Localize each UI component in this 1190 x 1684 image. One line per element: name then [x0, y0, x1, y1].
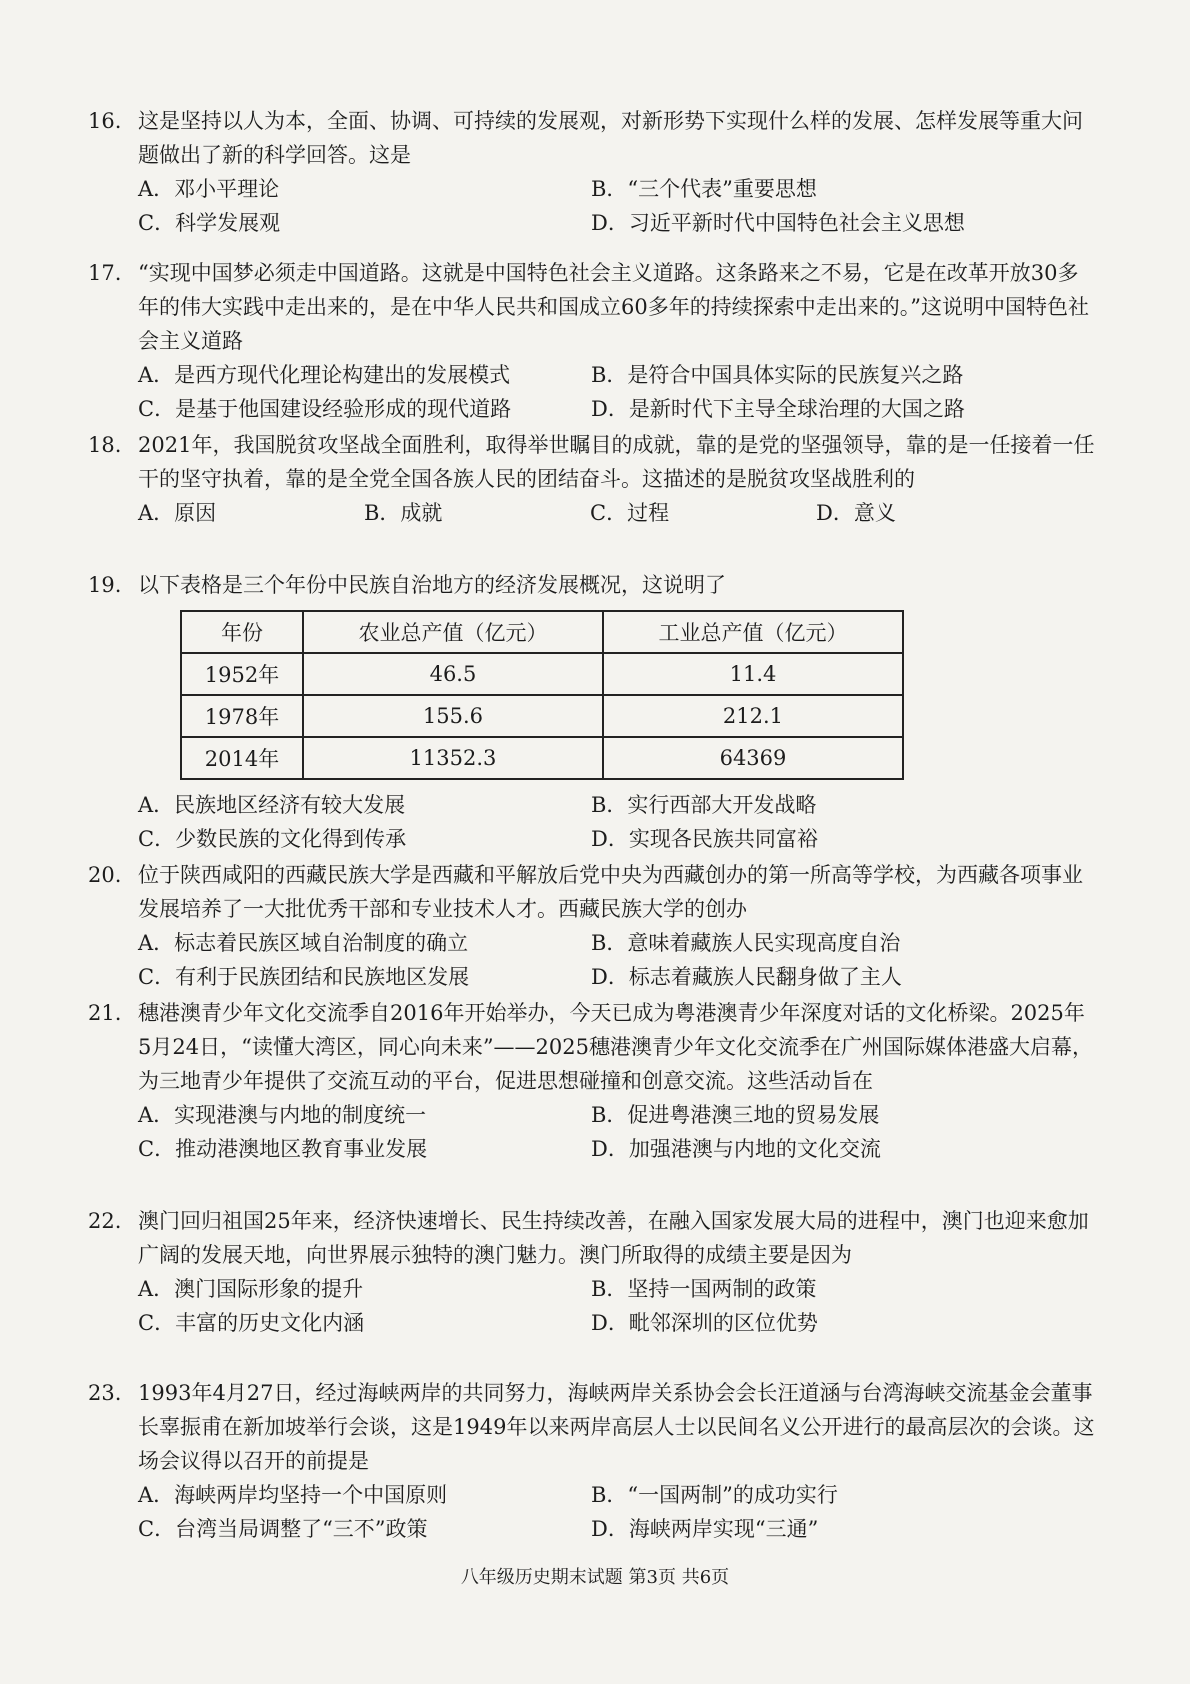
question-stem: 2021年，我国脱贫攻坚战全面胜利，取得举世瞩目的成就，靠的是党的坚强领导，靠的是一任接着一任干的坚守执着，靠的是全党全国各族人民的团结奋斗。这描述的是脱贫攻坚战胜利的 — [138, 433, 1095, 491]
question-stem: 这是坚持以人为本，全面、协调、可持续的发展观，对新形势下实现什么样的发展、怎样发展等重大问题做出了新的科学回答。这是 — [138, 109, 1083, 167]
option-a: A．民族地区经济有较大发展 — [138, 793, 406, 817]
question-20 — [88, 858, 1098, 994]
question-17 — [88, 256, 1098, 426]
question-number: 21. — [88, 1001, 122, 1025]
table-cell: 1952年 — [181, 653, 303, 695]
option-c: C．推动港澳地区教育事业发展 — [138, 1137, 428, 1161]
option-b: B．意味着藏族人民实现高度自治 — [591, 931, 901, 955]
option-a: A．海峡两岸均坚持一个中国原则 — [138, 1483, 448, 1507]
table-cell: 212.1 — [603, 695, 903, 737]
option-c: C．丰富的历史文化内涵 — [138, 1311, 365, 1335]
option-d: D．意义 — [816, 501, 896, 525]
question-number: 22. — [88, 1209, 122, 1233]
question-number: 19. — [88, 573, 122, 597]
question-16 — [88, 104, 1098, 240]
table-cell: 46.5 — [303, 653, 603, 695]
option-b: B．坚持一国两制的政策 — [591, 1277, 817, 1301]
option-d: D．实现各民族共同富裕 — [591, 827, 818, 851]
question-number: 23. — [88, 1381, 122, 1405]
table-header: 农业总产值（亿元） — [303, 611, 603, 653]
question-number: 18. — [88, 433, 122, 457]
table-row — [181, 653, 903, 695]
page-footer: 八年级历史期末试题 第3页 共6页 — [460, 1567, 730, 1588]
option-c: C．过程 — [590, 501, 670, 525]
table-cell: 1978年 — [181, 695, 303, 737]
option-d: D．习近平新时代中国特色社会主义思想 — [591, 211, 965, 235]
option-a: A．邓小平理论 — [138, 177, 280, 201]
question-stem: 穗港澳青少年文化交流季自2016年开始举办，今天已成为粤港澳青少年深度对话的文化桥梁。2025年5月24日，“读懂大湾区，同心向未来”——2025穗港澳青少年文化交流季在广州国际媒体港盛大启幕，为三地青少年提供了交流互动的平台，促进思想碰撞和创意交流。这些活动旨在 — [138, 1001, 1093, 1093]
question-22 — [88, 1204, 1098, 1340]
table-row — [181, 695, 903, 737]
table-row — [181, 737, 903, 779]
economy-table — [180, 610, 904, 780]
question-stem: 位于陕西咸阳的西藏民族大学是西藏和平解放后党中央为西藏创办的第一所高等学校，为西藏各项事业发展培养了一大批优秀干部和专业技术人才。西藏民族大学的创办 — [138, 863, 1083, 921]
table-header-row — [181, 611, 903, 653]
option-a: A．标志着民族区域自治制度的确立 — [138, 931, 469, 955]
option-c: C．有利于民族团结和民族地区发展 — [138, 965, 470, 989]
table-cell: 64369 — [603, 737, 903, 779]
option-b: B．“一国两制”的成功实行 — [591, 1483, 838, 1507]
question-21 — [88, 996, 1098, 1166]
option-d: D．标志着藏族人民翻身做了主人 — [591, 965, 902, 989]
option-b: B．实行西部大开发战略 — [591, 793, 817, 817]
question-23 — [88, 1376, 1098, 1546]
option-b: B．“三个代表”重要思想 — [591, 177, 817, 201]
question-stem: 以下表格是三个年份中民族自治地方的经济发展概况，这说明了 — [138, 573, 726, 597]
option-c: C．台湾当局调整了“三不”政策 — [138, 1517, 428, 1541]
option-d: D．毗邻深圳的区位优势 — [591, 1311, 818, 1335]
question-18 — [88, 428, 1098, 530]
option-b: B．成就 — [364, 501, 443, 525]
question-stem: 1993年4月27日，经过海峡两岸的共同努力，海峡两岸关系协会会长汪道涵与台湾海峡交流基金会董事长辜振甫在新加坡举行会谈，这是1949年以来两岸高层人士以民间名义公开进行的最高层次的会谈。这场会议得以召开的前提是 — [138, 1381, 1095, 1473]
option-c: C．是基于他国建设经验形成的现代道路 — [138, 397, 512, 421]
question-number: 20. — [88, 863, 122, 887]
table-header: 年份 — [181, 611, 303, 653]
question-number: 17. — [88, 261, 122, 285]
table-cell: 155.6 — [303, 695, 603, 737]
option-d: D．加强港澳与内地的文化交流 — [591, 1137, 881, 1161]
option-a: A．是西方现代化理论构建出的发展模式 — [138, 363, 511, 387]
option-c: C．少数民族的文化得到传承 — [138, 827, 407, 851]
table-cell: 11.4 — [603, 653, 903, 695]
question-stem: “实现中国梦必须走中国道路。这就是中国特色社会主义道路。这条路来之不易，它是在改革开放30多年的伟大实践中走出来的，是在中华人民共和国成立60多年的持续探索中走出来的。”这说明中国特色社会主义道路 — [138, 261, 1089, 353]
table-cell: 2014年 — [181, 737, 303, 779]
option-a: A．原因 — [138, 501, 217, 525]
option-d: D．海峡两岸实现“三通” — [591, 1517, 819, 1541]
option-a: A．澳门国际形象的提升 — [138, 1277, 364, 1301]
option-c: C．科学发展观 — [138, 211, 281, 235]
option-b: B．是符合中国具体实际的民族复兴之路 — [591, 363, 964, 387]
question-stem: 澳门回归祖国25年来，经济快速增长、民生持续改善，在融入国家发展大局的进程中，澳门也迎来愈加广阔的发展天地，向世界展示独特的澳门魅力。澳门所取得的成绩主要是因为 — [138, 1209, 1089, 1267]
option-a: A．实现港澳与内地的制度统一 — [138, 1103, 427, 1127]
option-d: D．是新时代下主导全球治理的大国之路 — [591, 397, 965, 421]
table-header: 工业总产值（亿元） — [603, 611, 903, 653]
question-19 — [88, 568, 1098, 856]
option-b: B．促进粤港澳三地的贸易发展 — [591, 1103, 880, 1127]
table-cell: 11352.3 — [303, 737, 603, 779]
question-number: 16. — [88, 109, 122, 133]
